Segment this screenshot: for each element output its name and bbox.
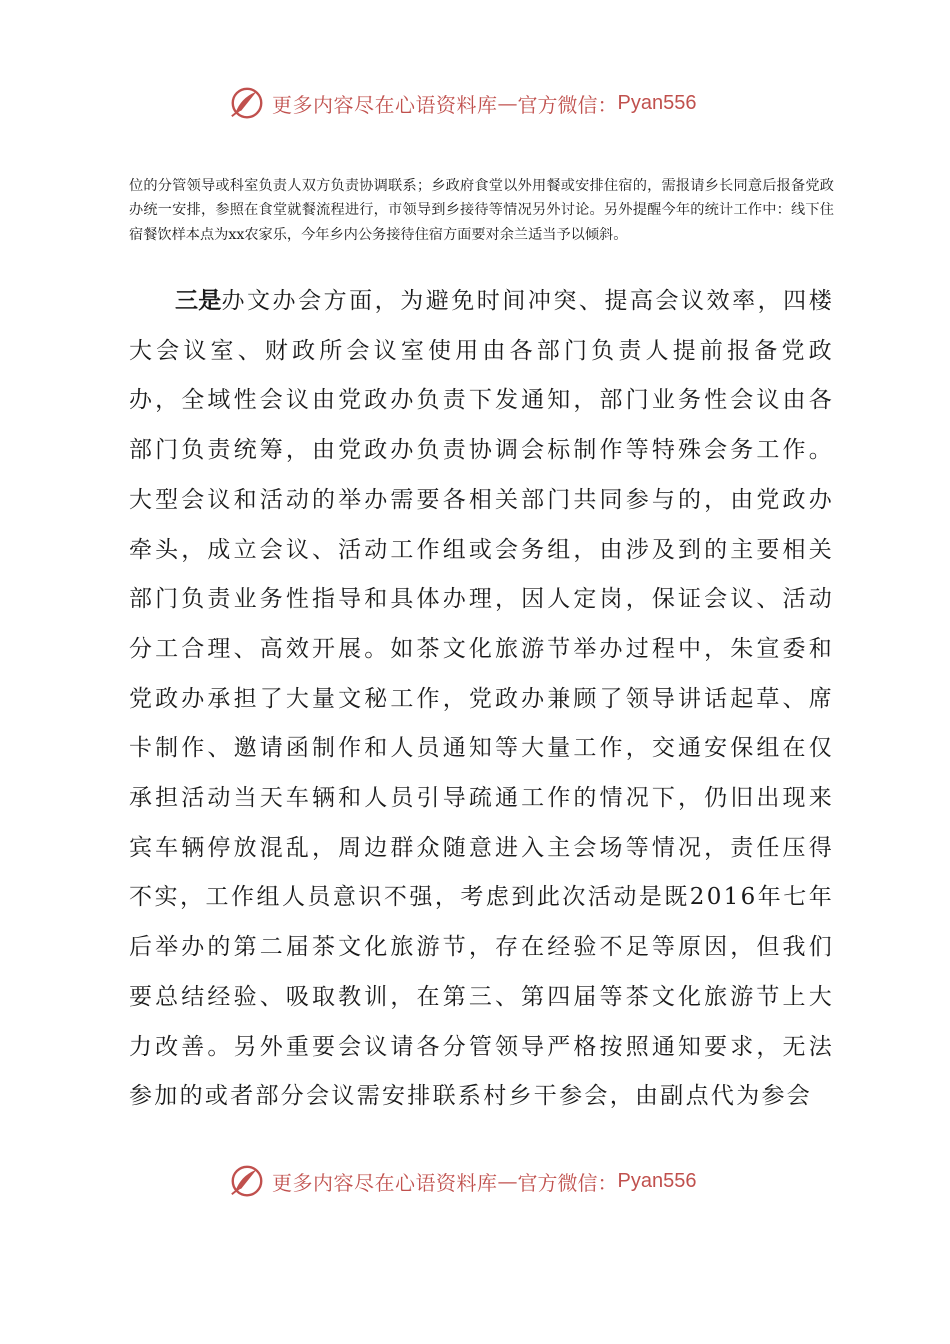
- paragraph-lead: 三是: [175, 287, 222, 314]
- watermark-wechat-id: Pyan556: [617, 1169, 697, 1192]
- pen-logo-icon: [228, 84, 266, 122]
- watermark-main-text: 更多内容尽在心语资料库: [272, 1170, 498, 1195]
- watermark-main-text: 更多内容尽在心语资料库: [272, 92, 498, 117]
- continuation-paragraph: 位的分管领导或科室负责人双方负责协调联系；乡政府食堂以外用餐或安排住宿的，需报请乡长同意后报备党政办统一安排，参照在食堂就餐流程进行，市领导到乡接待等情况另外讨论。另外提醒今年的统计工作中：线下住宿餐饮样本点为xx农家乐，今年乡内公务接待住宿方面要对余兰适当予以倾斜。: [129, 178, 834, 243]
- paragraph-body: 办文办会方面，为避免时间冲突、提高会议效率，四楼大会议室、财政所会议室使用由各部门负责人提前报备党政办，全域性会议由党政办负责下发通知，部门业务性会议由各部门负责统筹，由党政办负责协调会标制作等特殊会务工作。大型会议和活动的举办需要各相关部门共同参与的，由党政办牵头，成立会议、活动工作组或会务组，由涉及到的主要相关部门负责业务性指导和具体办理，因人定岗，保证会议、活动分工合理、高效开展。如茶文化旅游节举办过程中，朱宣委和党政办承担了大量文秘工作，党政办兼顾了领导讲话起草、席卡制作、邀请函制作和人员通知等大量工作，交通安保组在仅承担活动当天车辆和人员引导疏通工作的情况下，仍旧出现来宾车辆停放混乱，周边群众随意进入主会场等情况，责任压得不实，工作组人员意识不强，考虑到此次活动是既2016年七年后举办的第二届茶文化旅游节，存在经验不足等原因，但我们要总结经验、吸取教训，在第三、第四届等茶文化旅游节上大力改善。另外重要会议请各分管领导严格按照通知要求，无法参加的或者部分会议需安排联系村乡干参会，由副点代为参会: [129, 288, 835, 1110]
- watermark-wechat-id: Pyan556: [617, 91, 697, 114]
- pen-logo-icon: [228, 1162, 266, 1200]
- main-paragraph: [129, 276, 834, 1122]
- watermark-label: 官方微信：: [517, 1170, 618, 1195]
- watermark-footer: [228, 1162, 696, 1200]
- watermark-dash: —: [497, 1169, 518, 1193]
- watermark-label: 官方微信：: [517, 92, 618, 117]
- watermark-dash: —: [497, 91, 518, 115]
- watermark-header: [228, 84, 696, 122]
